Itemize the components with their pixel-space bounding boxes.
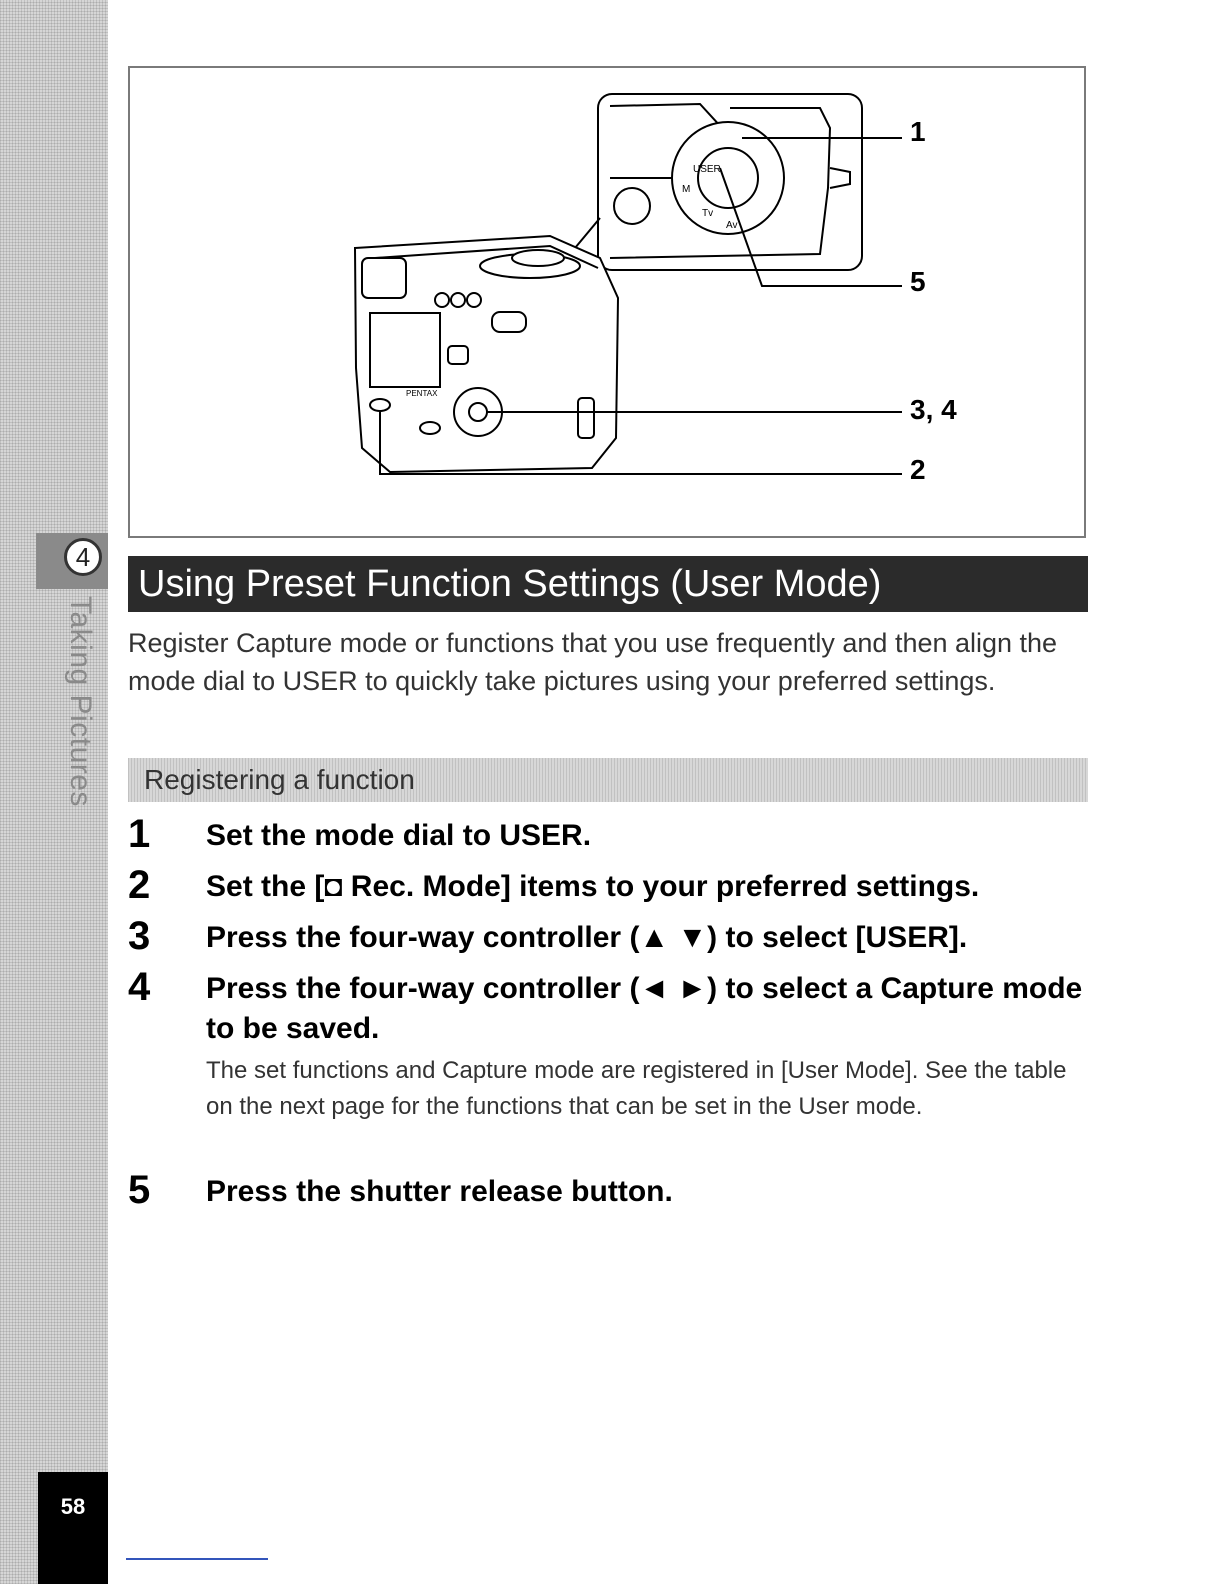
step-instruction: Press the four-way controller (▲ ▼) to select [USER].: [206, 921, 968, 954]
dial-label-user: USER: [693, 164, 721, 175]
step-description: The set functions and Capture mode are registered in [User Mode]. See the table on the next page for the functions that can be set in the User mode.: [206, 1057, 1067, 1120]
dial-label-m: M: [682, 184, 691, 195]
camera-figure: [128, 66, 1086, 538]
step-number: 4: [128, 965, 151, 1009]
subsection-title: Registering a function: [128, 758, 1088, 802]
camera-illustration: [130, 68, 1088, 540]
dial-label-tv: Tv: [702, 208, 714, 219]
step-number: 5: [128, 1168, 151, 1212]
chapter-title: Taking Pictures: [64, 596, 97, 807]
step-instruction: Set the mode dial to USER.: [206, 819, 592, 852]
page-number: 58: [38, 1472, 108, 1584]
step-instruction: Press the four-way controller (◄ ►) to select a Capture mode to be saved.: [206, 972, 1083, 1045]
chapter-number: 4: [64, 538, 102, 576]
callout-1: 1: [910, 116, 926, 147]
dial-label-av: Av: [726, 220, 738, 231]
callout-5: 5: [910, 266, 926, 297]
step-number: 2: [128, 863, 151, 907]
step-number: 3: [128, 914, 151, 958]
dial-inset: [570, 94, 862, 270]
callout-2: 2: [910, 454, 926, 485]
step-number: 1: [128, 812, 151, 856]
callout-3-4: 3, 4: [910, 394, 957, 425]
step-instruction: Set the [◘ Rec. Mode] items to your preferred settings.: [206, 870, 980, 903]
step-instruction: Press the shutter release button.: [206, 1175, 673, 1208]
camera-brand-label: PENTAX: [406, 389, 438, 398]
section-intro: Register Capture mode or functions that you use frequently and then align the mode dial to USER to quickly take pictures using your preferred settings.: [128, 628, 1058, 696]
footer-rule: [126, 1558, 268, 1560]
section-title: Using Preset Function Settings (User Mode): [128, 556, 1088, 612]
camera-body: [355, 236, 618, 472]
